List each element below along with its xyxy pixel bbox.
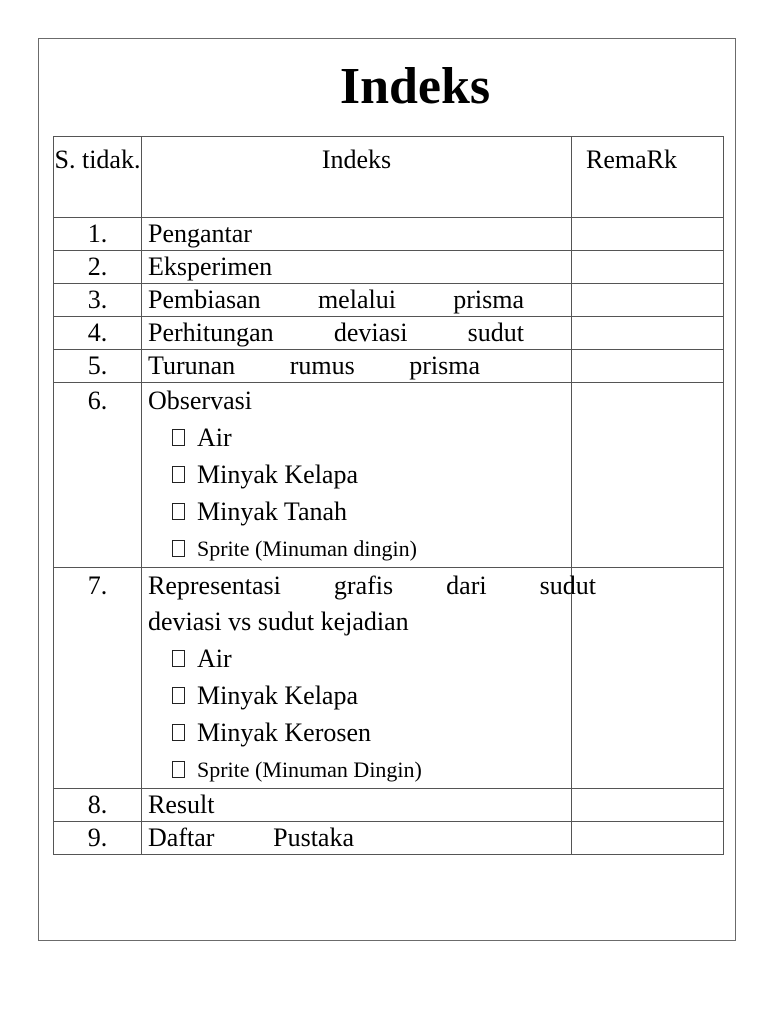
- row-item-word: sudut: [467, 318, 524, 347]
- index-table: [53, 136, 724, 855]
- row-item-word: prisma: [409, 351, 480, 380]
- row-remark: [572, 383, 724, 568]
- header-number: S. tidak.: [54, 137, 142, 218]
- document-title: Indeks: [339, 58, 491, 115]
- list-item-label: Minyak Tanah: [197, 496, 348, 526]
- row-number: 9.: [54, 822, 142, 855]
- table-header-row: [54, 137, 724, 218]
- list-item: [172, 640, 571, 677]
- row-item: [142, 822, 572, 855]
- list-item: [172, 419, 571, 456]
- list-item-label: Minyak Kerosen: [197, 717, 372, 747]
- list-item-label: Air: [197, 422, 232, 452]
- list-item-label: Air: [197, 643, 232, 673]
- row-item-word: dari: [446, 571, 487, 600]
- table-row: [54, 317, 724, 350]
- row-item-word: Pembiasan: [148, 285, 261, 314]
- row-remark: [572, 317, 724, 350]
- sub-list: [148, 419, 571, 567]
- table-row: [54, 251, 724, 284]
- table-row: [54, 383, 724, 568]
- checkbox-bullet-icon: [172, 761, 185, 778]
- table-row: [54, 218, 724, 251]
- list-item: [172, 751, 571, 788]
- row-item-word: grafis: [333, 571, 394, 600]
- sub-list: [148, 640, 571, 788]
- row-remark: [572, 822, 724, 855]
- checkbox-bullet-icon: [172, 429, 185, 446]
- table-row: [54, 568, 724, 789]
- list-item: [172, 456, 571, 493]
- table-row: [54, 822, 724, 855]
- list-item: [172, 493, 571, 530]
- row-item-title-line2: deviasi vs sudut kejadian: [148, 607, 409, 636]
- row-item-title: Observasi: [148, 386, 252, 415]
- checkbox-bullet-icon: [172, 687, 185, 704]
- row-remark: [572, 284, 724, 317]
- row-remark: [572, 218, 724, 251]
- header-index: Indeks: [142, 137, 572, 218]
- row-item: [142, 284, 572, 317]
- row-item: Result: [142, 789, 572, 822]
- row-item: Pengantar: [142, 218, 572, 251]
- row-remark: [572, 789, 724, 822]
- row-item-title: [148, 568, 596, 604]
- row-item: Eksperimen: [142, 251, 572, 284]
- list-item: [172, 530, 571, 567]
- checkbox-bullet-icon: [172, 724, 185, 741]
- list-item: [172, 677, 571, 714]
- row-number: 1.: [54, 218, 142, 251]
- table-row: [54, 284, 724, 317]
- checkbox-bullet-icon: [172, 540, 185, 557]
- row-item-word: sudut: [539, 571, 596, 600]
- list-item-label: Minyak Kelapa: [197, 680, 359, 710]
- checkbox-bullet-icon: [172, 466, 185, 483]
- row-item-word: melalui: [317, 285, 396, 314]
- list-item-label: Sprite (Minuman Dingin): [197, 756, 422, 782]
- row-item-word: Representasi: [148, 571, 281, 600]
- row-item-word: Pustaka: [273, 823, 354, 852]
- table-row: [54, 789, 724, 822]
- row-number: 2.: [54, 251, 142, 284]
- checkbox-bullet-icon: [172, 650, 185, 667]
- row-item: [142, 383, 572, 568]
- list-item: [172, 714, 571, 751]
- header-remark: RemaRk: [572, 137, 724, 218]
- list-item-label: Sprite (Minuman dingin): [197, 535, 417, 561]
- row-remark: [572, 350, 724, 383]
- row-item-word: rumus: [289, 351, 355, 380]
- table-row: [54, 350, 724, 383]
- checkbox-bullet-icon: [172, 503, 185, 520]
- list-item-label: Minyak Kelapa: [197, 459, 359, 489]
- row-number: 6.: [54, 383, 142, 568]
- row-item: [142, 568, 596, 789]
- row-number: 4.: [54, 317, 142, 350]
- row-number: 8.: [54, 789, 142, 822]
- row-item: [142, 350, 572, 383]
- row-remark: [572, 251, 724, 284]
- row-item-word: deviasi: [333, 318, 408, 347]
- row-item-word: Turunan: [148, 351, 236, 380]
- row-item-word: Perhitungan: [148, 318, 274, 347]
- row-item-word: prisma: [453, 285, 524, 314]
- row-number: 3.: [54, 284, 142, 317]
- row-number: 5.: [54, 350, 142, 383]
- row-item-word: Daftar: [148, 823, 215, 852]
- row-number: 7.: [54, 568, 142, 789]
- row-item: [142, 317, 572, 350]
